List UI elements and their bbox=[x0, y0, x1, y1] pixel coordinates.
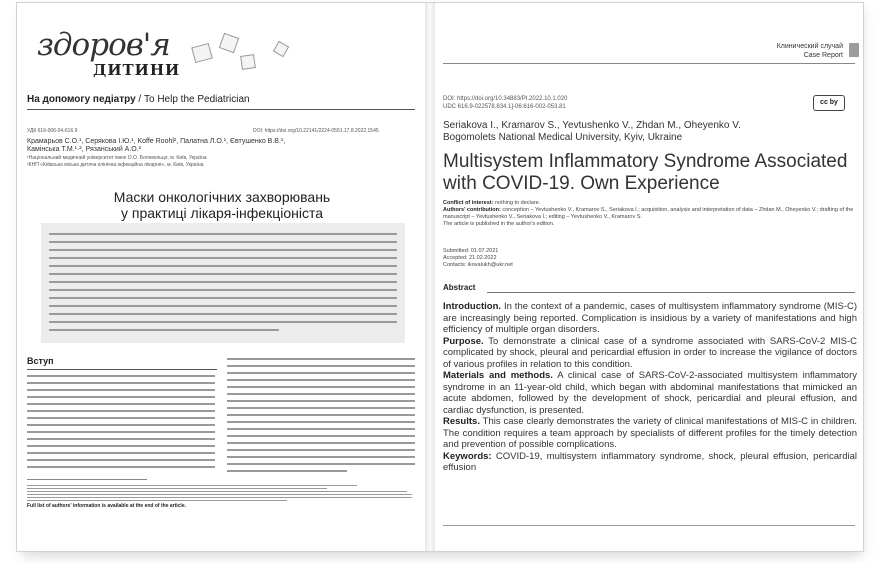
logo-block-icon bbox=[240, 54, 256, 70]
introduction-label: Introduction. bbox=[443, 301, 502, 312]
abstract-methods bbox=[443, 370, 857, 416]
accepted-date: Accepted: 21.02.2022 bbox=[443, 255, 497, 261]
text-line bbox=[227, 365, 415, 367]
text-line bbox=[27, 497, 412, 498]
article-title bbox=[37, 189, 407, 221]
text-line bbox=[227, 386, 415, 388]
footnote-bold: Full list of authors' information is available at the end of the article. bbox=[27, 503, 186, 509]
purpose-text: To demonstrate a clinical case of a syndrome associated with SARS-CoV-2 MIS-C complicated by shock, pleural and pericardial effusion in order to increase the vigilance of doctors of various profiles in relation to this condition. bbox=[443, 335, 858, 370]
journal-logo-title: здоров'я bbox=[37, 27, 170, 63]
abstract-keywords bbox=[443, 451, 857, 474]
category-marker bbox=[849, 43, 859, 57]
text-line bbox=[27, 485, 357, 486]
text-line bbox=[227, 379, 415, 381]
text-line bbox=[49, 313, 397, 315]
text-line bbox=[227, 414, 415, 416]
footnotes bbox=[27, 483, 417, 509]
conflict-of-interest bbox=[443, 200, 855, 207]
affiliation: Bogomolets National Medical University, Kyiv, Ukraine bbox=[443, 132, 683, 143]
author-list bbox=[27, 138, 357, 154]
text-line bbox=[227, 428, 415, 430]
text-line bbox=[227, 407, 415, 409]
text-line bbox=[27, 396, 215, 398]
text-line bbox=[49, 305, 397, 307]
title-line: Маски онкологічних захворювань bbox=[113, 189, 331, 205]
results-text: This case clearly demonstrates the variety of clinical manifestations of MIS-C in children. The condition requires a team approach by specialists of different profiles for the timely detection and prevention of possible complications. bbox=[443, 416, 857, 450]
methods-text: A clinical case of SARS-CoV-2-associated multisystem inflammatory syndrome in an 11-year-old child, which began with abdominal manifestations that mimicked an acute abdomen, followed by the development of shock, pericardial and pleural effusion, and cardiac dysfunction, is presented. bbox=[443, 370, 857, 416]
contact-email[interactable]: Contacts: ikovalukh@ukr.net bbox=[443, 262, 513, 268]
results-label: Results. bbox=[443, 416, 480, 427]
authors-contribution bbox=[443, 207, 855, 221]
author-line: Крамарьов С.О.¹, Серякова І.Ю.¹, Koffe Roohl², Палатна Л.О.¹, Євтушенко В.В.¹, bbox=[27, 138, 286, 145]
text-line bbox=[227, 470, 347, 472]
text-line bbox=[27, 466, 215, 468]
doi-link[interactable]: DOI: https://doi.org/10.34883/PI.2022.10.1.020 bbox=[443, 96, 568, 102]
left-page bbox=[17, 3, 425, 551]
text-line bbox=[27, 438, 215, 440]
text-line bbox=[49, 265, 397, 267]
text-line bbox=[49, 289, 397, 291]
abstract-text bbox=[443, 301, 857, 474]
text-line bbox=[49, 249, 397, 251]
text-line bbox=[227, 435, 415, 437]
bottom-rule bbox=[443, 525, 855, 526]
submitted-date: Submitted: 01.07.2021 bbox=[443, 248, 499, 254]
purpose-label: Purpose. bbox=[443, 335, 484, 347]
author-list: Seriakova I., Kramarov S., Yevtushenko V., Zhdan M., Oheyenko V. bbox=[443, 120, 741, 131]
conflict-text: nothing to declare. bbox=[494, 200, 541, 206]
contribution-text: conception – Yevtushenko V., Kramarov S., Seriakova I.; acquisition, analysis and interpretation of data – Zhdan M., Oheyenko V.; drafting of the manuscript – Yevtushenko V., Seriakova I.; editing – Yevtushenko V., Kramarov S. bbox=[443, 207, 854, 220]
affiliation-line: ²КНП «Київська міська дитяча клінічна інфекційна лікарня», м. Київ, Україна bbox=[27, 162, 204, 168]
udc-code: UDC 616.9-022578.834.1]-06:616-002-053.81 bbox=[443, 104, 566, 110]
text-line bbox=[49, 281, 397, 283]
article-title: Multisystem Inflammatory Syndrome Associated with COVID-19. Own Experience bbox=[443, 151, 848, 194]
journal-logo-subtitle: ДИТИНИ bbox=[93, 61, 181, 79]
text-line bbox=[227, 358, 415, 360]
header-rule bbox=[443, 63, 855, 64]
text-line bbox=[49, 241, 397, 243]
article-category bbox=[777, 42, 843, 60]
document-spread bbox=[16, 2, 864, 552]
text-line bbox=[49, 273, 397, 275]
category-ru: Клинический случай bbox=[776, 43, 843, 50]
text-line bbox=[27, 424, 215, 426]
abstract-rule bbox=[487, 292, 855, 293]
footnote-rule bbox=[27, 479, 147, 480]
abstract-purpose bbox=[443, 336, 857, 371]
title-line: у практиці лікаря-інфекціоніста bbox=[120, 205, 323, 221]
text-line bbox=[49, 329, 279, 331]
text-line bbox=[227, 442, 415, 444]
udc-code: УДК 616-006-04-616.9 bbox=[27, 128, 78, 134]
category-en: Case Report bbox=[803, 52, 843, 59]
text-line bbox=[227, 463, 415, 465]
methods-label: Materials and methods. bbox=[443, 370, 553, 381]
text-line bbox=[49, 257, 397, 259]
text-line bbox=[27, 431, 215, 433]
section-heading: Вступ bbox=[27, 356, 54, 366]
text-line bbox=[49, 233, 397, 235]
text-line bbox=[49, 321, 397, 323]
author-line: Камінська Т.М.¹·², Рязанський А.О.² bbox=[27, 146, 142, 153]
doi-link[interactable]: DOI: https://doi.org/10.22141/2224-0551.17.8.2022.1545 bbox=[253, 128, 379, 134]
text-line bbox=[27, 494, 412, 495]
conflict-label: Conflict of interest: bbox=[443, 200, 494, 206]
text-line bbox=[27, 382, 215, 384]
affiliations bbox=[27, 155, 387, 169]
text-line bbox=[227, 393, 415, 395]
logo-block-icon bbox=[219, 33, 240, 54]
article-dates bbox=[443, 248, 513, 269]
abstract-results bbox=[443, 416, 857, 451]
right-page bbox=[435, 3, 863, 551]
article-meta bbox=[443, 200, 855, 228]
text-line bbox=[27, 403, 215, 405]
text-line bbox=[227, 449, 415, 451]
text-line bbox=[27, 389, 215, 391]
text-line bbox=[27, 445, 215, 447]
author-block bbox=[443, 120, 853, 144]
affiliation-line: ¹Національний медичний університет імені О.О. Богомольця, м. Київ, Україна bbox=[27, 155, 207, 161]
text-line bbox=[27, 410, 215, 412]
doi-block bbox=[443, 95, 763, 111]
logo-block-icon bbox=[191, 43, 213, 63]
text-line bbox=[227, 400, 415, 402]
text-line bbox=[27, 417, 215, 419]
kicker-rest: / To Help the Pediatrician bbox=[138, 94, 250, 105]
abstract-introduction bbox=[443, 301, 857, 336]
text-line bbox=[27, 491, 407, 492]
page-spine bbox=[425, 3, 435, 551]
introduction-text: In the context of a pandemic, cases of multisystem inflammatory syndrome (MIS-C) are increasingly being reported. Complication is insidious by a variety of manifestations and high efficiency of multiple organ disorders. bbox=[443, 301, 858, 335]
cc-license-icon: cc by bbox=[813, 95, 845, 111]
section-rule bbox=[27, 369, 217, 370]
keywords-label: Keywords: bbox=[443, 450, 492, 462]
abstract-heading: Abstract bbox=[443, 283, 476, 292]
text-line bbox=[227, 421, 415, 423]
keywords-text: COVID-19, multisystem inflammatory syndrome, shock, pleural effusion, pericardial effusion bbox=[443, 450, 858, 473]
logo-block-icon bbox=[273, 41, 289, 57]
text-line bbox=[227, 456, 415, 458]
text-line bbox=[49, 297, 397, 299]
text-line bbox=[27, 452, 215, 454]
text-line bbox=[27, 500, 287, 501]
contribution-label: Authors' contribution: bbox=[443, 207, 501, 213]
edition-note: The article is published in the author's edition. bbox=[443, 221, 555, 227]
text-line bbox=[227, 372, 415, 374]
text-line bbox=[27, 459, 215, 461]
abstract-box bbox=[41, 223, 405, 343]
text-line bbox=[27, 488, 327, 489]
section-kicker bbox=[27, 94, 250, 105]
kicker-bold: На допомогу педіатру bbox=[27, 94, 136, 105]
header-rule bbox=[27, 109, 415, 110]
text-line bbox=[27, 375, 215, 377]
